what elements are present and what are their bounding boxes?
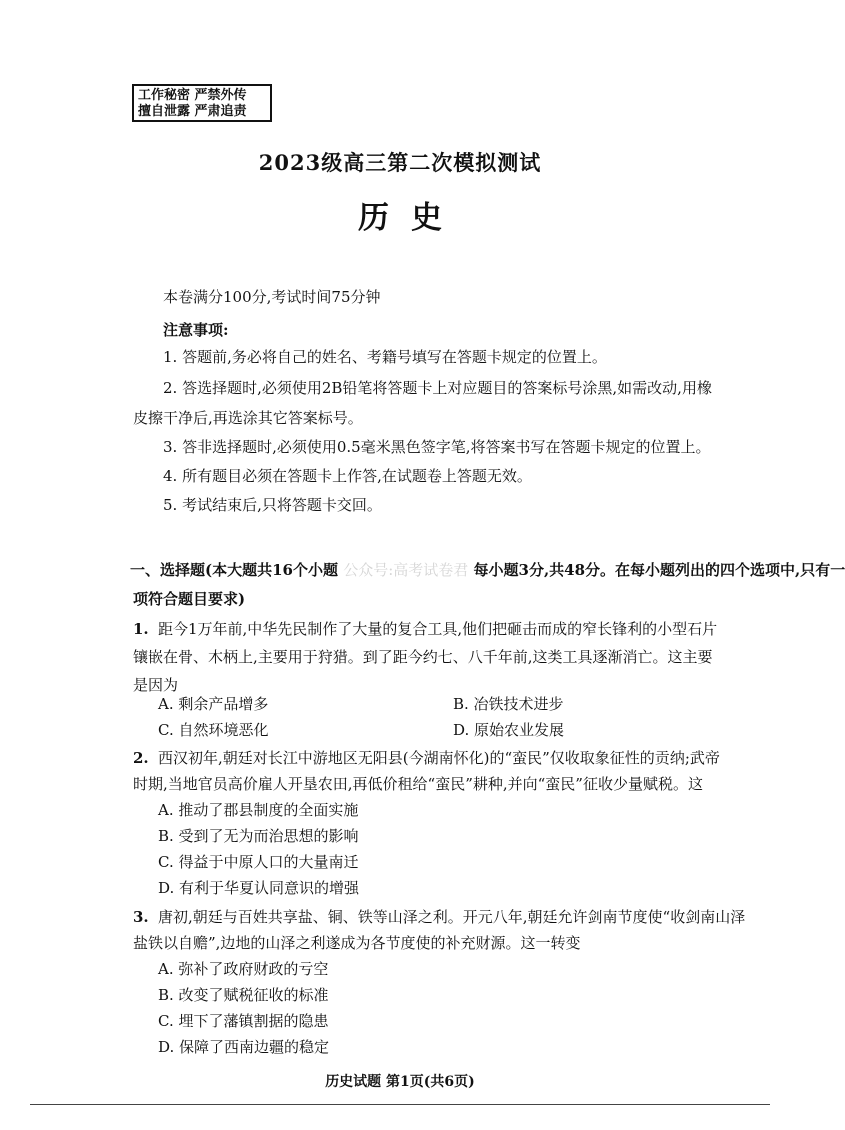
notice-item: 2. 答选择题时,必须使用2B铅笔将答题卡上对应题目的答案标号涂黑,如需改动,用橡 [163, 379, 712, 397]
option-d: D. 有利于华夏认同意识的增强 [158, 879, 360, 897]
option-b: B. 改变了赋税征收的标准 [158, 986, 329, 1004]
confidential-stamp [132, 84, 272, 122]
question-number: 1. [133, 620, 149, 638]
question-stem: 是因为 [133, 676, 179, 694]
option-b: B. 受到了无为而治思想的影响 [158, 827, 359, 845]
option-c: C. 埋下了藩镇割据的隐患 [158, 1012, 329, 1030]
question-stem: 唐初,朝廷与百姓共享盐、铜、铁等山泽之利。开元八年,朝廷允许剑南节度使“收剑南山泽 [158, 908, 746, 926]
bottom-divider [30, 1104, 770, 1105]
subject-title: 历史 [358, 200, 464, 236]
option-a: A. 推动了郡县制度的全面实施 [158, 801, 359, 819]
page-footer: 历史试题 第1页(共6页) [325, 1074, 475, 1090]
exam-title: 2023级高三第二次模拟测试 [258, 150, 542, 175]
notice-item: 5. 考试结束后,只将答题卡交回。 [163, 496, 382, 514]
stamp-line-2: 擅自泄露 严肃追责 [138, 104, 247, 119]
option-a: A. 弥补了政府财政的亏空 [158, 960, 329, 978]
section-heading-line-2: 项符合题目要求) [133, 590, 246, 608]
question-stem: 时期,当地官员高价雇人开垦农田,再低价租给“蛮民”耕种,并向“蛮民”征收少量赋税。这 [133, 775, 703, 793]
question-stem: 镶嵌在骨、木柄上,主要用于狩猎。到了距今约七、八千年前,这类工具逐渐消亡。这主要 [133, 648, 713, 666]
section-heading-part-1: 一、选择题(本大题共16个小题 [130, 561, 338, 579]
option-d: D. 原始农业发展 [453, 721, 565, 739]
option-b: B. 冶铁技术进步 [453, 695, 564, 713]
exam-intro: 本卷满分100分,考试时间75分钟 [163, 288, 381, 306]
notice-item: 1. 答题前,务必将自己的姓名、考籍号填写在答题卡规定的位置上。 [163, 348, 607, 366]
stamp-line-1: 工作秘密 严禁外传 [138, 88, 247, 103]
question-number: 2. [133, 749, 149, 767]
question-stem: 西汉初年,朝廷对长江中游地区无阳县(今湖南怀化)的“蛮民”仅收取象征性的贡纳;武帝 [158, 749, 720, 767]
watermark-text: 公众号:高考试卷君 [343, 561, 469, 579]
question-stem: 盐铁以自赡”,边地的山泽之利遂成为各节度使的补充财源。这一转变 [133, 934, 581, 952]
option-c: C. 得益于中原人口的大量南迁 [158, 853, 359, 871]
section-heading-part-2: 每小题3分,共48分。在每小题列出的四个选项中,只有一 [473, 561, 845, 579]
option-c: C. 自然环境恶化 [158, 721, 269, 739]
notice-title: 注意事项: [163, 321, 229, 339]
question-number: 3. [133, 908, 149, 926]
section-heading [130, 560, 845, 580]
option-d: D. 保障了西南边疆的稳定 [158, 1038, 330, 1056]
question-stem: 距今1万年前,中华先民制作了大量的复合工具,他们把砸击而成的窄长锋利的小型石片 [158, 620, 718, 638]
notice-item: 4. 所有题目必须在答题卡上作答,在试题卷上答题无效。 [163, 467, 532, 485]
option-a: A. 剩余产品增多 [158, 695, 269, 713]
notice-item: 皮擦干净后,再选涂其它答案标号。 [133, 409, 363, 427]
notice-item: 3. 答非选择题时,必须使用0.5毫米黑色签字笔,将答案书写在答题卡规定的位置上。 [163, 438, 711, 456]
